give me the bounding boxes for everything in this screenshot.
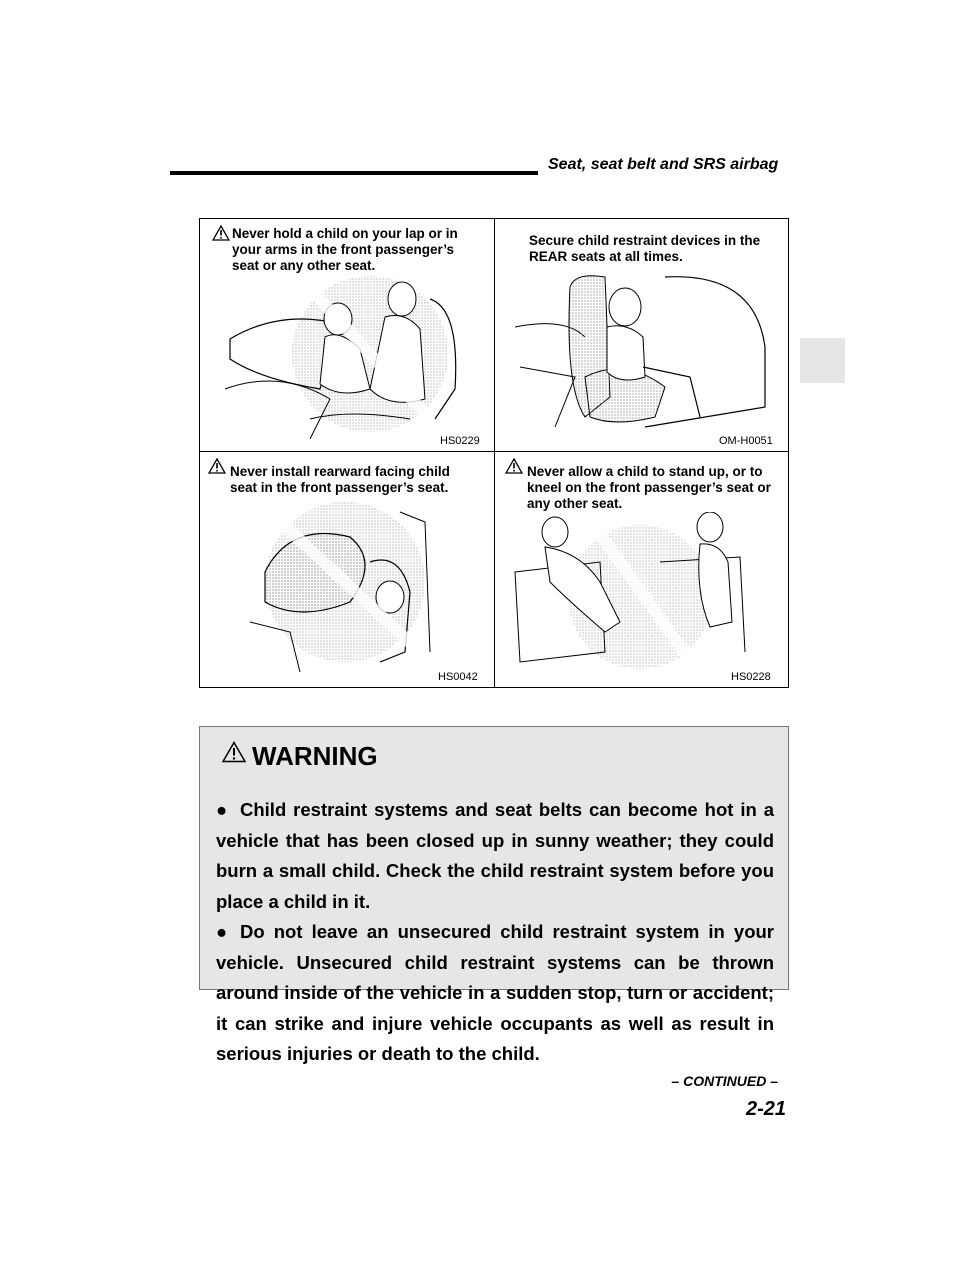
warning-triangle-icon <box>222 741 246 763</box>
warning-triangle-icon <box>505 458 523 474</box>
page-number: 2-21 <box>745 1098 786 1120</box>
page-header-title: Seat, seat belt and SRS airbag <box>548 156 779 173</box>
standing-child-illustration <box>510 512 780 672</box>
rear-child-seat-illustration <box>515 267 775 437</box>
figure-caption: Secure child restraint devices in the REAR seats at all times. <box>529 233 761 264</box>
warning-item: ● Child restraint systems and seat belts can become hot in a vehicle that has been closed up in sunny weather; they could burn a small child. Check the child restraint system before you place a child in it. <box>216 795 774 917</box>
warning-triangle-icon <box>212 225 230 241</box>
continued-label: – CONTINUED – <box>671 1073 778 1089</box>
child-on-lap-illustration <box>220 269 470 439</box>
figure-code: HS0228 <box>731 671 771 683</box>
rearward-seat-airbag-illustration <box>230 502 470 672</box>
figure-rearward-seat <box>200 452 494 688</box>
warning-item: ● Do not leave an unsecured child restraint system in your vehicle. Unsecured child restraint systems can be thrown around inside of the vehicle in a sudden stop, turn or accident; it can strike and injure vehicle occupants as well as result in serious injuries or death to the child. <box>216 917 774 1070</box>
figure-code: HS0042 <box>438 671 478 683</box>
bullet-icon: ● <box>216 799 228 820</box>
warning-heading: WARNING <box>252 741 378 771</box>
warning-triangle-icon <box>208 458 226 474</box>
header-rule <box>170 171 538 175</box>
figure-code: OM-H0051 <box>719 435 773 447</box>
bullet-icon: ● <box>216 921 228 942</box>
illustration-grid <box>199 218 789 688</box>
warning-box <box>199 726 789 1064</box>
figure-caption: Never allow a child to stand up, or to kneel on the front passenger’s seat or any other seat. <box>527 464 771 511</box>
figure-lap-child <box>200 219 494 451</box>
figure-rear-seat <box>495 219 789 451</box>
warning-text <box>216 795 774 1070</box>
chapter-tab <box>800 338 845 383</box>
figure-caption: Never install rearward facing child seat in the front passenger’s seat. <box>230 464 450 495</box>
figure-code: HS0229 <box>440 435 480 447</box>
figure-standing-child <box>495 452 789 688</box>
figure-caption: Never hold a child on your lap or in your arms in the front passenger’s seat or any other seat. <box>232 226 458 273</box>
